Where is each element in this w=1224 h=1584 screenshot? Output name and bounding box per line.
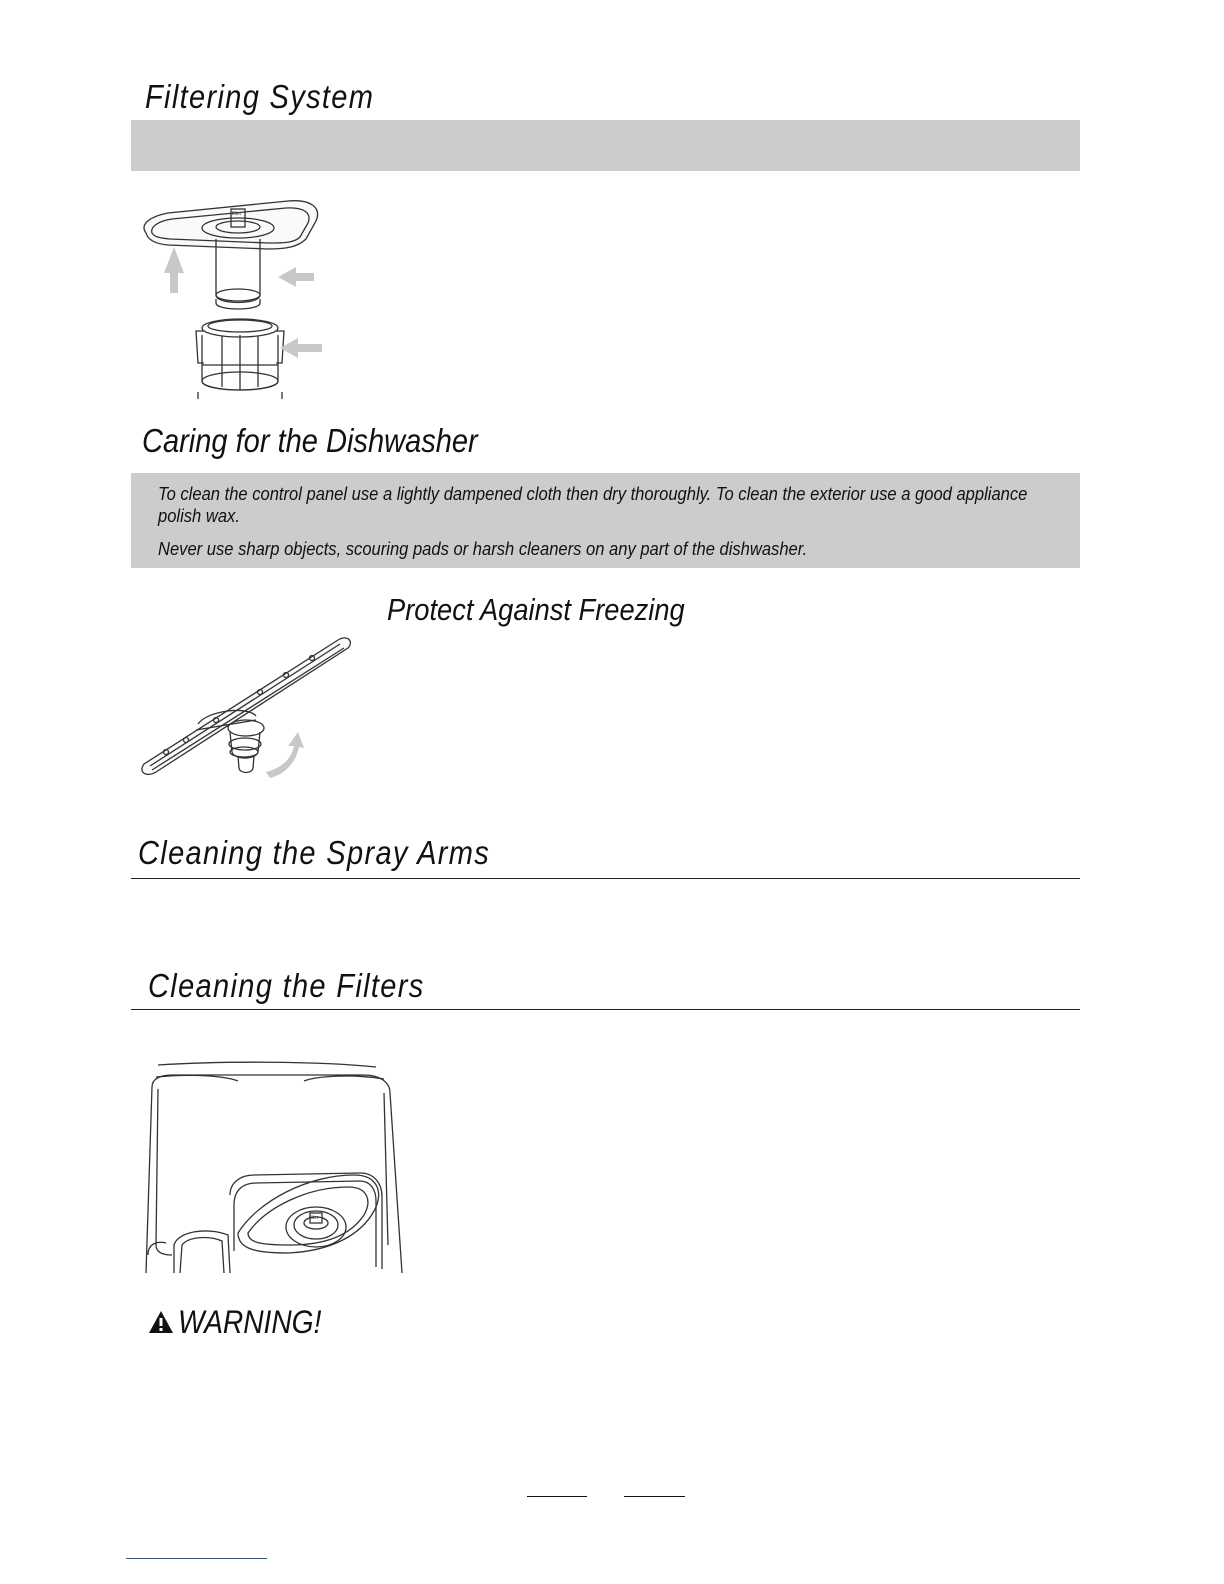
svg-text:filter: filter bbox=[232, 211, 242, 217]
filtering-system-box bbox=[131, 120, 1080, 171]
filters-heading: Cleaning the Filters bbox=[148, 967, 425, 1004]
spray-arms-divider bbox=[131, 878, 1080, 879]
warning-heading: WARNING! bbox=[178, 1304, 322, 1340]
footer-line-right bbox=[624, 1496, 685, 1497]
caring-box bbox=[131, 473, 1080, 568]
spray-arm-illustration bbox=[138, 632, 358, 782]
filter-assembly-illustration bbox=[138, 195, 338, 400]
spray-arms-heading: Cleaning the Spray Arms bbox=[138, 834, 491, 871]
filtering-system-heading: Filtering System bbox=[145, 78, 375, 115]
footer-line-left bbox=[527, 1496, 587, 1497]
filters-divider bbox=[131, 1009, 1080, 1010]
protect-freezing-heading: Protect Against Freezing bbox=[387, 592, 685, 627]
footer-link-underline[interactable] bbox=[126, 1558, 267, 1559]
caring-paragraph-1: To clean the control panel use a lightly dampened cloth then dry thoroughly. To clean the exterior use a good appliance polish wax. bbox=[158, 484, 1028, 526]
caring-heading: Caring for the Dishwasher bbox=[142, 422, 478, 459]
svg-text:filter: filter bbox=[309, 1215, 319, 1221]
tub-bottom-illustration bbox=[138, 1055, 408, 1277]
warning-triangle-icon bbox=[148, 1310, 174, 1334]
caring-paragraph-2: Never use sharp objects, scouring pads or harsh cleaners on any part of the dishwasher. bbox=[158, 539, 808, 559]
